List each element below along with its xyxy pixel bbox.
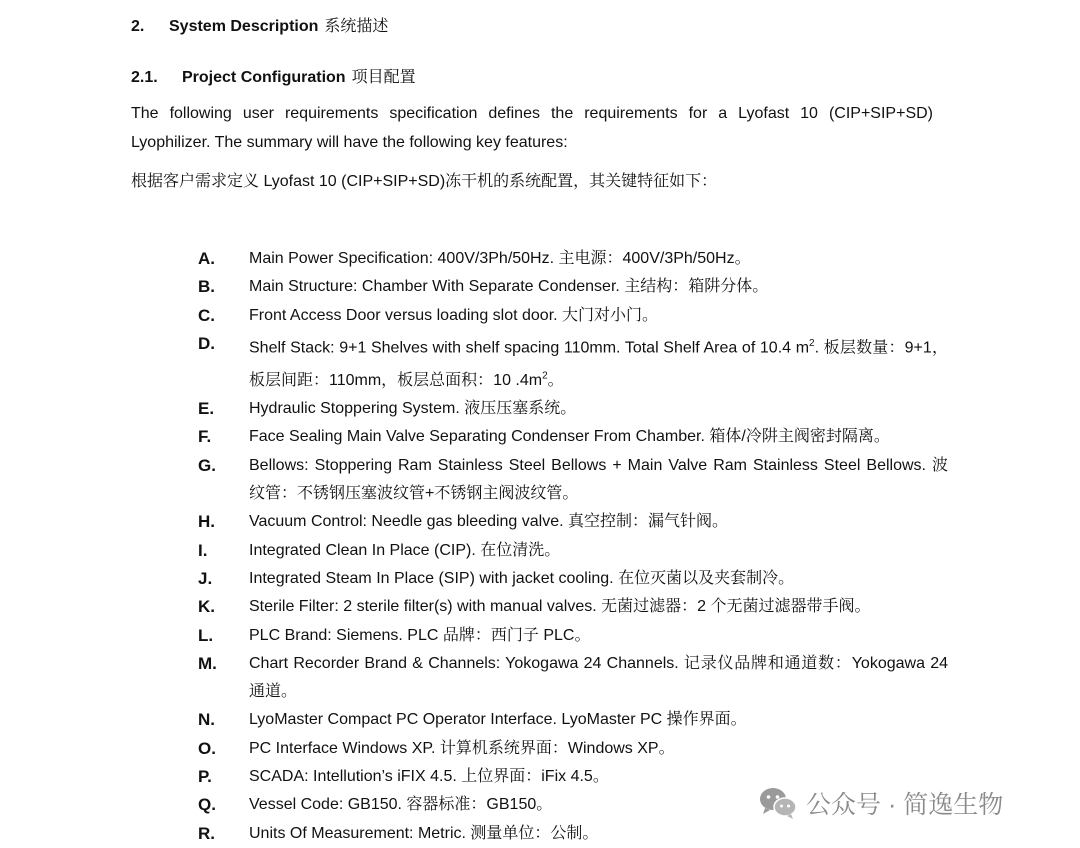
item-text xyxy=(249,650,948,707)
item-text: SCADA: Intellution’s iFIX 4.5. 上位界面：iFix 4.5。 xyxy=(249,768,609,785)
wechat-icon xyxy=(758,785,798,821)
subsection-number: 2.1. xyxy=(131,69,158,86)
superscript: 2 xyxy=(542,370,548,382)
section-number: 2. xyxy=(131,18,145,35)
item-text-segment: 。 xyxy=(547,371,564,389)
item-text: Vacuum Control: Needle gas bleeding valve. 真空控制：漏气针阀。 xyxy=(249,513,729,531)
item-text-segment: 板层间距：110mm，板层总面积：10 .4m xyxy=(249,371,543,389)
item-text: Main Power Specification: 400V/3Ph/50Hz. 主电源：400V/3Ph/50Hz。 xyxy=(249,250,751,267)
section-title-cn: 系统描述 xyxy=(324,18,389,35)
list-item xyxy=(198,565,948,593)
item-letter: O. xyxy=(198,738,216,758)
list-item xyxy=(198,423,948,451)
list-item xyxy=(198,452,948,509)
section-heading xyxy=(131,13,388,36)
item-letter: P. xyxy=(198,767,212,786)
item-text: Sterile Filter: 2 sterile filter(s) with manual valves. 无菌过滤器：2 个无菌过滤器带手阀。 xyxy=(249,598,871,616)
item-letter: N. xyxy=(198,710,215,730)
item-text: Face Sealing Main Valve Separating Condenser From Chamber. 箱体/冷阱主阀密封隔离。 xyxy=(249,428,890,446)
subsection-title: Project Configuration xyxy=(182,69,346,86)
intro-paragraph xyxy=(131,99,933,157)
section-title: System Description xyxy=(169,18,319,35)
item-letter: I. xyxy=(198,540,208,560)
item-letter: M. xyxy=(198,653,217,673)
item-letter: G. xyxy=(198,455,216,475)
list-item xyxy=(198,508,948,536)
item-text-line-2 xyxy=(249,372,564,389)
intro-line-2: Lyophilizer. The summary will have the following key features: xyxy=(131,134,568,151)
item-text: Integrated Clean In Place (CIP). 在位清洗。 xyxy=(249,541,561,559)
item-text: Hydraulic Stoppering System. 液压压塞系统。 xyxy=(249,400,577,418)
item-letter: R. xyxy=(198,823,215,843)
item-text: Front Access Door versus loading slot door. 大门对小门。 xyxy=(249,306,659,324)
subsection-heading xyxy=(131,64,416,87)
item-text: Main Structure: Chamber With Separate Condenser. 主结构：箱阱分体。 xyxy=(249,278,769,296)
item-letter: L. xyxy=(198,625,214,645)
superscript: 2 xyxy=(809,337,815,349)
item-text xyxy=(249,452,948,509)
item-letter: J. xyxy=(198,568,213,588)
item-text-line-2: 通道。 xyxy=(249,683,298,701)
item-letter: D. xyxy=(198,333,215,353)
list-item xyxy=(198,622,948,650)
intro-line-1: The following user requirements specification defines the requirements for a Lyofast 10 (CIP+SIP+SD) xyxy=(131,105,933,122)
item-text: PC Interface Windows XP. 计算机系统界面：Windows XP。 xyxy=(249,739,675,757)
watermark-text: 公众号 · 简逸生物 xyxy=(806,791,1004,819)
item-text: LyoMaster Compact PC Operator Interface. LyoMaster PC 操作界面。 xyxy=(249,711,747,729)
item-text-segment: . 板层数量：9+1， xyxy=(814,339,948,357)
item-text: Units Of Measurement: Metric. 测量单位：公制。 xyxy=(249,824,599,842)
item-letter: A. xyxy=(198,249,215,268)
item-letter: B. xyxy=(198,277,215,297)
list-item xyxy=(198,273,948,301)
item-letter: E. xyxy=(198,399,215,419)
item-text: PLC Brand: Siemens. PLC 品牌：西门子 PLC。 xyxy=(249,626,591,644)
item-text-line-1 xyxy=(249,330,948,363)
intro-paragraph-cn: 根据客户需求定义 Lyofast 10 (CIP+SIP+SD)冻干机的系统配置，其关键特征如下： xyxy=(131,173,718,190)
feature-list xyxy=(198,245,948,848)
item-letter: C. xyxy=(198,305,215,325)
item-letter: Q. xyxy=(198,795,216,815)
list-item xyxy=(198,650,948,707)
item-text-line-1: Bellows: Stoppering Ram Stainless Steel Bellows + Main Valve Ram Stainless Steel Bellows. 波 xyxy=(249,456,948,474)
list-item xyxy=(198,245,948,273)
item-text: Vessel Code: GB150. 容器标准：GB150。 xyxy=(249,796,553,814)
list-item xyxy=(198,593,948,621)
item-text xyxy=(249,330,948,395)
item-text-line-2: 纹管：不锈钢压塞波纹管+不锈钢主阀波纹管。 xyxy=(249,485,579,503)
list-item xyxy=(198,330,948,395)
item-letter: K. xyxy=(198,597,215,617)
list-item xyxy=(198,537,948,565)
subsection-title-cn: 项目配置 xyxy=(351,69,416,86)
list-item xyxy=(198,706,948,734)
list-item xyxy=(198,395,948,423)
item-letter: F. xyxy=(198,427,212,447)
item-letter: H. xyxy=(198,512,215,532)
item-text-segment: Shelf Stack: 9+1 Shelves with shelf spacing 110mm. Total Shelf Area of 10.4 m xyxy=(249,339,810,357)
list-item xyxy=(198,820,948,848)
watermark xyxy=(758,783,1058,823)
item-text: Integrated Steam In Place (SIP) with jacket cooling. 在位灭菌以及夹套制冷。 xyxy=(249,569,795,587)
item-text-line-1: Chart Recorder Brand & Channels: Yokogawa 24 Channels. 记录仪品牌和通道数：Yokogawa 24 xyxy=(249,654,948,672)
list-item xyxy=(198,302,948,330)
list-item xyxy=(198,735,948,763)
